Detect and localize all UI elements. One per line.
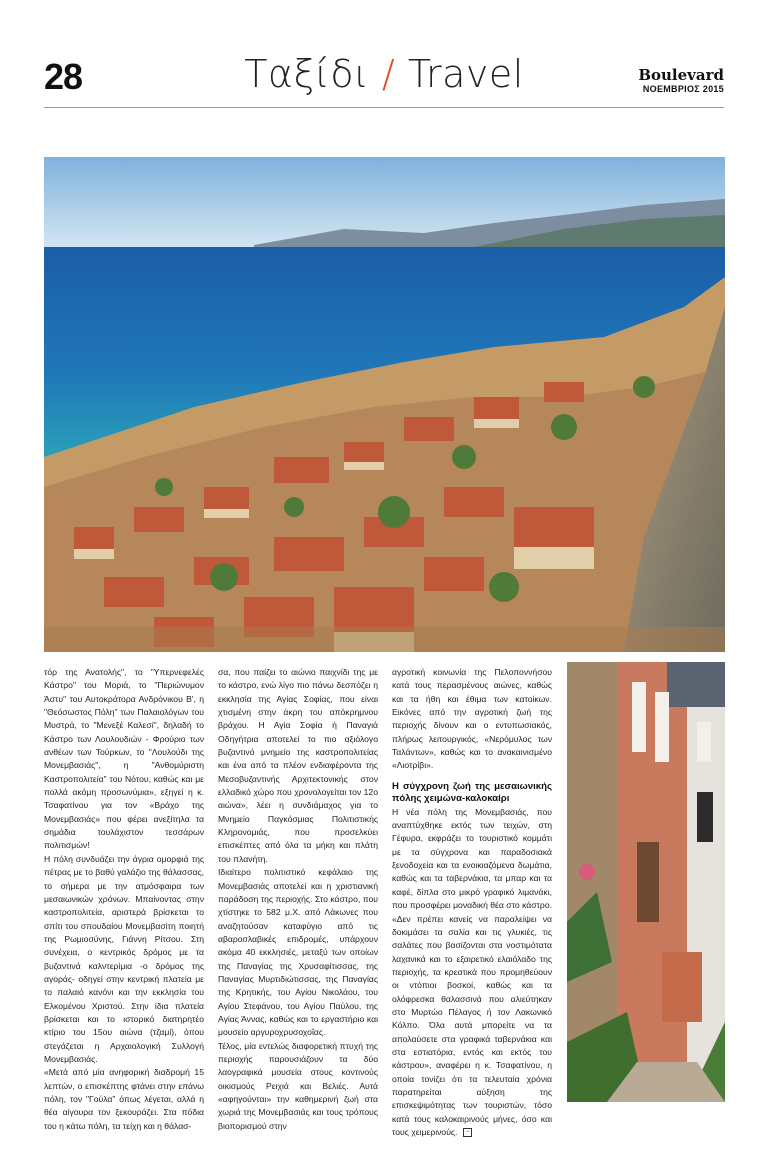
article-column-1 <box>44 666 204 1133</box>
paragraph: «Μετά από μία ανηφορική διαδρομή 15 λεπτών, ο επισκέπτης φτάνει στην επάνω πόλη, τον "Γούλα" όπως λέγεται, αλλά η θέα αίγουρα τον ξεκουράζει. Στα πόδια του η κάτω πόλη, τα τείχη και η θάλασ- <box>44 1067 204 1131</box>
page-number: 28 <box>44 56 83 97</box>
paragraph: Η πόλη συνδυάζει την άγρια ομορφιά της πέτρας με το βαθύ γαλάζιο της θάλασσας, το σήμερα με την ατμόσφαιρα των μεσαιωνικών χρόνων. Μπαίνοντας στην καστροπολιτεία, αριστερά βρίσκεται το σπίτι του σπουδαίου Μονεμβασίτη ποιητή της Ρωμιοσύνης, Γιάννη Ρίτσου. Στη συνέχεια, ο κεντρικός δρόμος με τα βυζαντινά καλντερίμια -ο δρόμος της αγοράς- οδηγεί στην κεντρική πλατεία με το παλαιό κανόνι και την εκκλησία του Ελκομένου Χριστού. Στην ίδια πλατεία βρίσκεται και το ιστορικό διατηρητέο κτίριο του 15ου αιώνα (τζαμί), όπου στεγάζεται η Αρχαιολογική Συλλογή Μονεμβασιάς. <box>44 853 204 1064</box>
side-photo <box>567 662 725 1102</box>
paragraph: Ιδιαίτερο πολιτιστικό κεφάλαιο της Μονεμβασιάς αποτελεί και η χριστιανική παράδοση της περιοχής. Στο κάστρο, που χτίστηκε το 582 μ.Χ. από Λάκωνες που αναζητούσαν καταφύγιο από τις αβαροσλαβικές επιδρομές, υπάρχουν ακόμα 40 εκκλησιές, μεταξύ των οποίων της Παναγίας της Χρυσαφίτισσας, της Παναγίας Μυρτιδιώτισσας, της Παναγίας της Κρητικής, του Αγίου Νικολάου, του Αγίου Στεφάνου, του Αγίου Παύλου, της Αγίας Άννας, καθώς και το εργαστήριο και μουσείο αργυροχρυσοχοΐας. <box>218 867 378 1038</box>
paragraph: τόρ της Ανατολής", το "Υπερνεφελές Κάστρο" του Μοριά, το "Περιώνυμον Άστυ" του Αυτοκράτορα Ανδρόνικου Β', η "Θεόσωστος Πόλη" των Παλαιολόγων του Μυστρά, το "Μενεξέ Καλεσί", δηλαδή το Κάστρο των Λουλουδιών - Φρούριο των ανθέων των Τούρκων, το "Λουλούδι της Μονεμβασιάς", η "Ανθομύριστη Καστροπολιτεία" του Νότου, καθώς και με πολλά ακόμη προσωνύμια», εξηγεί η κ. Τσαφατίνου για τον «Βράχο της Μονεμβασιάς» που φέρει ανεξίτηλα τα σημάδια τουλάχιστον τεσσάρων πολιτισμών! <box>44 667 204 851</box>
paragraph: σα, που παίζει το αιώνιο παιχνίδι της με το κάστρο, ενώ λίγο πιο πάνω δεσπόζει η εκκλησία της Αγίας Σοφίας, που είναι χτισμένη στην άκρη του απόκρημνου βράχου. Η Αγία Σοφία ή Παναγιά Οδηγήτρια αποτελεί το πιο αξιόλογο βυζαντινό μνημείο της καστροπολιτείας και ένα από τα πλέον ενδιαφέροντα της Μεσοβυζαντινής Αρχιτεκτονικής στον ελλαδικό χώρο που χρονολογείται τον 12ο αιώνα», λέει η συνδιάμαχος για το Μνημείο Παγκόσμιας Πολιτιστικής Κληρονομιάς, που προσελκύει επισκέπτες από όλα τα μήκη και πλάτη του πλανήτη. <box>218 667 378 864</box>
magazine-brand <box>638 68 724 94</box>
hero-photo <box>44 157 725 652</box>
section-title-greek: Ταξίδι <box>244 52 370 96</box>
paragraph: αγροτική κοινωνία της Πελοποννήσου κατά τους περασμένους αιώνες, καθώς και τα ήθη και έθιμα των κατοίκων. Εικόνες από την αγροτική ζωή της περιοχής δίνουν και ο εντυπωσιακός, πλήρως λειτουργικός, «Νερόμυλος των Ταλάντων», καθώς και το ανακαινισμένο «Λιοτρίβι». <box>392 667 552 771</box>
side-photo-illustration <box>567 662 725 1102</box>
brand-name: Boulevard <box>638 66 724 84</box>
section-title-english: Travel <box>407 52 524 96</box>
paragraph: Τέλος, μία εντελώς διαφορετική πτυχή της περιοχής παρουσιάζουν τα δύο λαογραφικά μουσεία στους κοντινούς οικισμούς Ρειχιά και Βελιές. Αυτά «αφηγούνται» την καθημερινή ζωή στα χωριά της Μονεμβασιάς και τους τρόπους βιοπορισμού στην <box>218 1040 378 1131</box>
section-title-separator: / <box>381 52 396 96</box>
article-column-3 <box>392 666 552 1139</box>
header-divider <box>44 107 724 108</box>
hero-photo-illustration <box>44 157 725 652</box>
subheading: Η σύγχρονη ζωή της μεσαιωνικής πόλης χειμώνα-καλοκαίρι <box>392 780 552 804</box>
paragraph <box>392 806 552 1140</box>
paragraph-text: Η νέα πόλη της Μονεμβασιάς, που αναπτύχθηκε εκτός των τειχών, στη Γέφυρα, εκφράζει το τουριστικό κομμάτι με τα σύγχρονα και παραδοσιακά ξενοδοχεία και τα ενοικιαζόμενα δωμάτια, καθώς και τα ταβερνάκια, τα μπαρ και τα καφέ, δίπλα στο μικρό γραφικό λιμανάκι, που προσφέρει μοναδική θέα στο κάστρο. «Δεν πρέπει κανείς να παραλείψει να δοκιμάσει τα σαλία και τις γλυκιές, τις σαλάτες που βασίζονται στα νοστιμότατα λαχανικά και το εξαιρετικό ελαιόλαδο της περιοχής, τα κρεατικά που προμηθεύουν οι ντόπιοι βοσκοί, καθώς και τα ολόφρεσκα θαλασσινά που αλιεύτηκαν στο Μυρτώο Πέλαγος ή τον Λακωνικό Κόλπο. Όλα αυτά μπορείτε να τα απολαύσετε στα γραφικά ταβερνάκια και στα εστιατόρια, εντός και εκτός του κάστρου», αναφέρει η κ. Τσαφατίνου, η οποία τονίζει ότι τα τελευταία χρόνια παρατηρείται αύξηση της επισκεψιμότητας των τουριστών, τόσο κατά τους καλοκαιρινούς μήνες, όσο και τους χειμερινούς. <box>392 806 552 1137</box>
end-of-article-icon: − <box>463 1128 472 1137</box>
issue-date: ΝΟΕΜΒΡΙΟΣ 2015 <box>642 84 724 94</box>
article-column-2 <box>218 666 378 1133</box>
